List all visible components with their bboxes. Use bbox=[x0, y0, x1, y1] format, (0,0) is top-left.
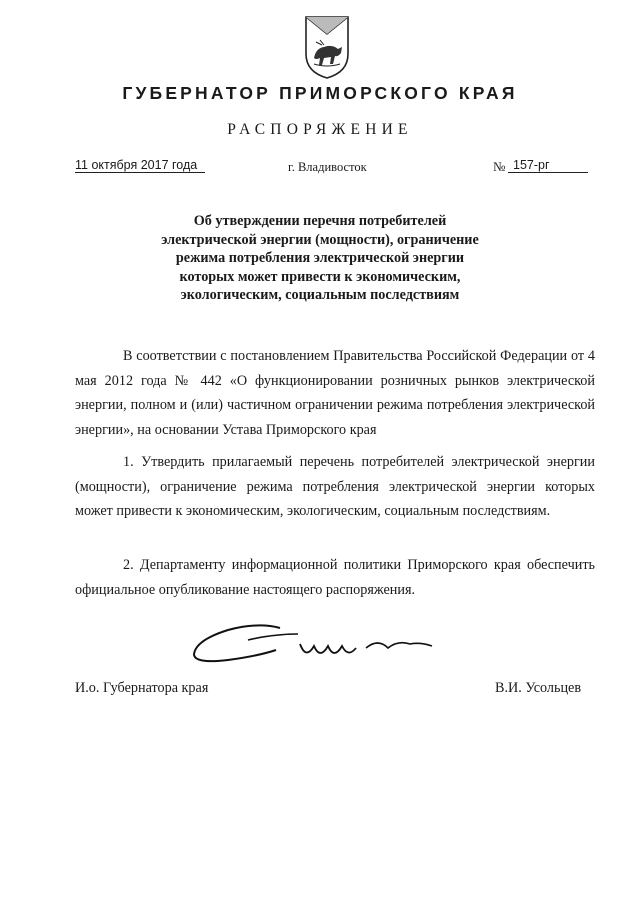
issuing-authority-heading: ГУБЕРНАТОР ПРИМОРСКОГО КРАЯ bbox=[122, 83, 518, 103]
signatory-name: В.И. Усольцев bbox=[495, 680, 582, 696]
document-type-heading: РАСПОРЯЖЕНИЕ bbox=[227, 121, 413, 138]
signatory-position: И.о. Губернатора края bbox=[75, 680, 209, 696]
clause-2-paragraph: 2. Департаменту информационной политики Приморского края обеспечить официальное опубликование настоящего распоряжения. bbox=[75, 557, 595, 598]
coat-of-arms-icon bbox=[302, 14, 352, 80]
document-date: 11 октября 2017 года bbox=[75, 158, 205, 173]
preamble-paragraph: В соответствии с постановлением Правительства Российской Федерации от 4 мая 2012 года № 442 «О функционировании розничных рынков электрической энергии, полном и (или) частичном ограничении режима потребления электрической энергии», на основании Устава Приморского края bbox=[75, 348, 595, 438]
document-city: г. Владивосток bbox=[288, 160, 367, 174]
document-number-label: № bbox=[493, 159, 506, 174]
document-number: 157-рг bbox=[508, 158, 588, 173]
clause-1-paragraph: 1. Утвердить прилагаемый перечень потребителей электрической энергии (мощности), ограничение режима потребления электрической энергии которых может привести к экономическим, экологическим, социальным последствиям. bbox=[75, 454, 595, 519]
handwritten-signature bbox=[188, 620, 438, 668]
document-title: Об утверждении перечня потребителей электрической энергии (мощности), ограничение режима потребления электрической энергии которых может привести к экономическим, экологическим, социальным последствиям bbox=[161, 213, 479, 303]
